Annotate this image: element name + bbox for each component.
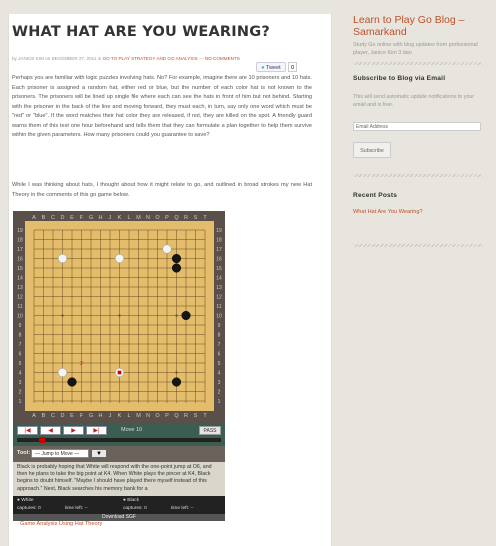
- time-white: --: [84, 506, 88, 511]
- white-stone: [115, 254, 124, 263]
- go-board[interactable]: [13, 211, 225, 423]
- column-label: N: [146, 413, 150, 419]
- column-label: N: [146, 215, 150, 221]
- row-label: 4: [18, 370, 22, 377]
- go-game-viewer: [13, 211, 225, 521]
- player-black-panel: [119, 496, 223, 514]
- star-point: [175, 314, 177, 316]
- move-counter: Move 10: [121, 427, 143, 433]
- next-move-button[interactable]: [63, 426, 84, 435]
- last-icon: ▶|: [93, 428, 100, 434]
- player-black-name: Black: [127, 498, 139, 503]
- column-label: M: [136, 413, 141, 419]
- column-label: P: [165, 413, 169, 419]
- column-label: S: [193, 215, 198, 221]
- row-label: 18: [216, 237, 222, 244]
- row-label: 13: [17, 285, 23, 291]
- star-point: [118, 314, 120, 316]
- row-label: 11: [17, 304, 23, 310]
- column-label: O: [155, 215, 160, 221]
- column-label: A: [32, 413, 36, 419]
- player-white-panel: [13, 496, 117, 514]
- column-label: H: [98, 215, 103, 221]
- tweet-count: 0: [288, 62, 297, 72]
- row-label: 2: [217, 389, 221, 396]
- player-white-name: White: [21, 498, 34, 503]
- white-stone: [163, 245, 172, 254]
- row-label: 18: [17, 237, 23, 244]
- column-label: D: [60, 215, 65, 221]
- white-stone: [58, 254, 67, 263]
- row-label: 6: [18, 351, 22, 358]
- blog-title[interactable]: Learn to Play Go Blog – Samarkand: [353, 14, 465, 38]
- black-stone: [182, 311, 191, 320]
- first-move-button[interactable]: [17, 426, 38, 435]
- column-label: T: [203, 215, 207, 221]
- bird-icon: ●: [261, 65, 265, 71]
- recent-post-link[interactable]: What Hat Are You Wearing?: [353, 209, 423, 215]
- post-meta: by JANICE KIM on DECEMBER 27, 2011 in GO TO PLAY STRATEGY AND GO ANALYSIS — NO COMMENTS: [12, 56, 240, 61]
- move-slider-thumb[interactable]: [39, 437, 45, 443]
- sidebar-divider: [353, 174, 483, 177]
- column-label: G: [88, 413, 94, 419]
- blog-tagline: Study Go online with blog updates from professional player, Janice Kim 3 dan: [353, 42, 478, 56]
- row-label: 14: [17, 275, 23, 282]
- column-label: D: [60, 413, 65, 419]
- sidebar-divider: [353, 244, 483, 247]
- post-paragraph-2: While I was thinking about hats, I thought about how it might relate to go, and outlined in broad strokes my new Hat Theory in the comments of this go game below.: [12, 182, 312, 198]
- post-meta-prefix: by JANICE KIM on DECEMBER 27, 2011 in: [12, 56, 102, 61]
- next-icon: ▶: [71, 428, 76, 434]
- column-label: R: [184, 215, 188, 221]
- row-label: 1: [217, 399, 221, 405]
- black-stone-icon: ●: [123, 498, 126, 503]
- board-marker-label: 2: [79, 361, 84, 367]
- column-label: Q: [174, 215, 179, 221]
- post-paragraph-1: Perhaps you are familiar with logic puzzles involving hats. No? For example, imagine there are 10 prisoners and 10 hats. Each prisoner is assigned a random hat, either red or blue, but the number of each color hat is not known to the prisoners. The prisoners will be lined up single file where each can see the hats in front of him but not behind. Starting with the prisoner in the back of the line and moving forward, they must each, in turn, say only one word which must be "red" or "blue". If the word matches their hat color they are released, if not, they are killed on the spot. A friendly guard warns them of this test one hour beforehand and tells them that they can formulate a plan together to help them survive within the given parameters. How many prisoners could you guarantee to save?: [12, 75, 312, 138]
- black-stone: [68, 378, 77, 387]
- captures-label: captures:: [17, 506, 37, 511]
- row-label: 16: [216, 256, 222, 263]
- tool-label: Tool:: [17, 450, 31, 456]
- pass-button[interactable]: PASS: [199, 426, 221, 435]
- tweet-button[interactable]: [256, 62, 286, 72]
- post-title[interactable]: WHAT HAT ARE YOU WEARING?: [12, 24, 270, 40]
- captures-black: 0: [144, 506, 147, 511]
- row-label: 8: [217, 332, 221, 339]
- row-label: 12: [17, 294, 23, 301]
- sidebar-divider: [353, 62, 483, 65]
- row-label: 15: [216, 266, 222, 272]
- row-label: 6: [217, 351, 221, 358]
- column-label: A: [32, 215, 36, 221]
- row-label: 7: [217, 342, 221, 348]
- row-label: 10: [17, 313, 23, 320]
- email-input[interactable]: Email Address: [353, 122, 481, 131]
- last-move-marker: [118, 371, 122, 375]
- black-stone: [172, 378, 181, 387]
- tweet-label: Tweet: [266, 65, 281, 71]
- captures-white: 0: [38, 506, 41, 511]
- row-label: 12: [216, 294, 222, 301]
- star-point: [61, 314, 63, 316]
- column-label: C: [51, 215, 55, 221]
- star-point: [175, 371, 177, 373]
- row-label: 3: [18, 380, 22, 386]
- move-comment: Black is probably hoping that White will respond with the one-point jump at O6, and then he plans to take the big point at K4. When White plays the pincer at K4, Black begins to doubt himself. "Maybe I should have played there myself instead of this approach." Next, Black searches his memory bank for a: [13, 462, 225, 496]
- row-label: 17: [17, 247, 23, 253]
- row-label: 15: [17, 266, 23, 272]
- prev-icon: ◀: [48, 428, 53, 434]
- column-label: M: [136, 215, 141, 221]
- column-label: Q: [174, 413, 179, 419]
- column-label: J: [108, 413, 112, 419]
- row-label: 8: [18, 332, 22, 339]
- download-sgf-button[interactable]: Download SGF: [13, 514, 225, 521]
- column-label: K: [117, 413, 122, 419]
- row-label: 19: [216, 228, 222, 234]
- column-label: F: [79, 413, 84, 419]
- black-stone: [172, 264, 181, 273]
- row-label: 9: [217, 323, 221, 329]
- recent-posts-heading: Recent Posts: [353, 192, 398, 199]
- jump-to-move-select[interactable]: — Jump to Move —: [31, 449, 89, 458]
- player-info: [13, 496, 225, 521]
- white-stone-icon: ●: [17, 498, 20, 503]
- column-label: O: [155, 413, 160, 419]
- column-label: T: [203, 413, 207, 419]
- row-label: 13: [216, 285, 222, 291]
- column-label: B: [41, 215, 46, 221]
- black-stone: [172, 254, 181, 263]
- row-label: 7: [18, 342, 22, 348]
- row-label: 1: [18, 399, 22, 405]
- row-label: 19: [17, 228, 23, 234]
- column-label: F: [79, 215, 84, 221]
- time-label: time left:: [65, 506, 84, 511]
- row-label: 9: [18, 323, 22, 329]
- last-move-button[interactable]: [86, 426, 107, 435]
- subscribe-heading: Subscribe to Blog via Email: [353, 75, 446, 82]
- column-label: P: [165, 215, 169, 221]
- game-caption-link[interactable]: Game Analysis Using Hat Theory: [20, 521, 103, 527]
- column-label: S: [193, 413, 198, 419]
- row-label: 16: [17, 256, 23, 263]
- column-label: E: [70, 413, 74, 419]
- time-black: --: [190, 506, 194, 511]
- row-label: 11: [216, 304, 222, 310]
- white-stone: [58, 368, 67, 377]
- jump-dropdown-button[interactable]: [91, 449, 107, 458]
- row-label: 5: [18, 361, 22, 367]
- comments-link[interactable]: NO COMMENTS: [204, 56, 240, 61]
- first-icon: |◀: [24, 428, 31, 434]
- row-label: 3: [217, 380, 221, 386]
- tool-row: [13, 446, 225, 462]
- subscribe-button[interactable]: Subscribe: [353, 142, 391, 158]
- column-label: G: [88, 215, 94, 221]
- row-label: 4: [217, 370, 221, 377]
- row-label: 2: [18, 389, 22, 396]
- captures-label: captures:: [123, 506, 143, 511]
- navigation-controls: [13, 423, 225, 446]
- row-label: 10: [216, 313, 222, 320]
- column-label: H: [98, 413, 103, 419]
- column-label: L: [127, 215, 131, 221]
- column-label: L: [127, 413, 131, 419]
- column-label: J: [108, 215, 112, 221]
- row-label: 14: [216, 275, 222, 282]
- column-label: R: [184, 413, 188, 419]
- column-label: E: [70, 215, 74, 221]
- category-link[interactable]: GO TO PLAY STRATEGY AND GO ANALYSIS: [102, 56, 198, 61]
- chevron-down-icon: ▼: [96, 451, 102, 457]
- column-label: C: [51, 413, 55, 419]
- previous-move-button[interactable]: [40, 426, 61, 435]
- row-label: 5: [217, 361, 221, 367]
- row-label: 17: [216, 247, 222, 253]
- time-label: time left:: [171, 506, 190, 511]
- move-slider-track[interactable]: [17, 438, 221, 442]
- column-label: K: [117, 215, 122, 221]
- column-label: B: [41, 413, 46, 419]
- subscribe-description: This will send automatic update notifications to your email and is free.: [353, 94, 475, 108]
